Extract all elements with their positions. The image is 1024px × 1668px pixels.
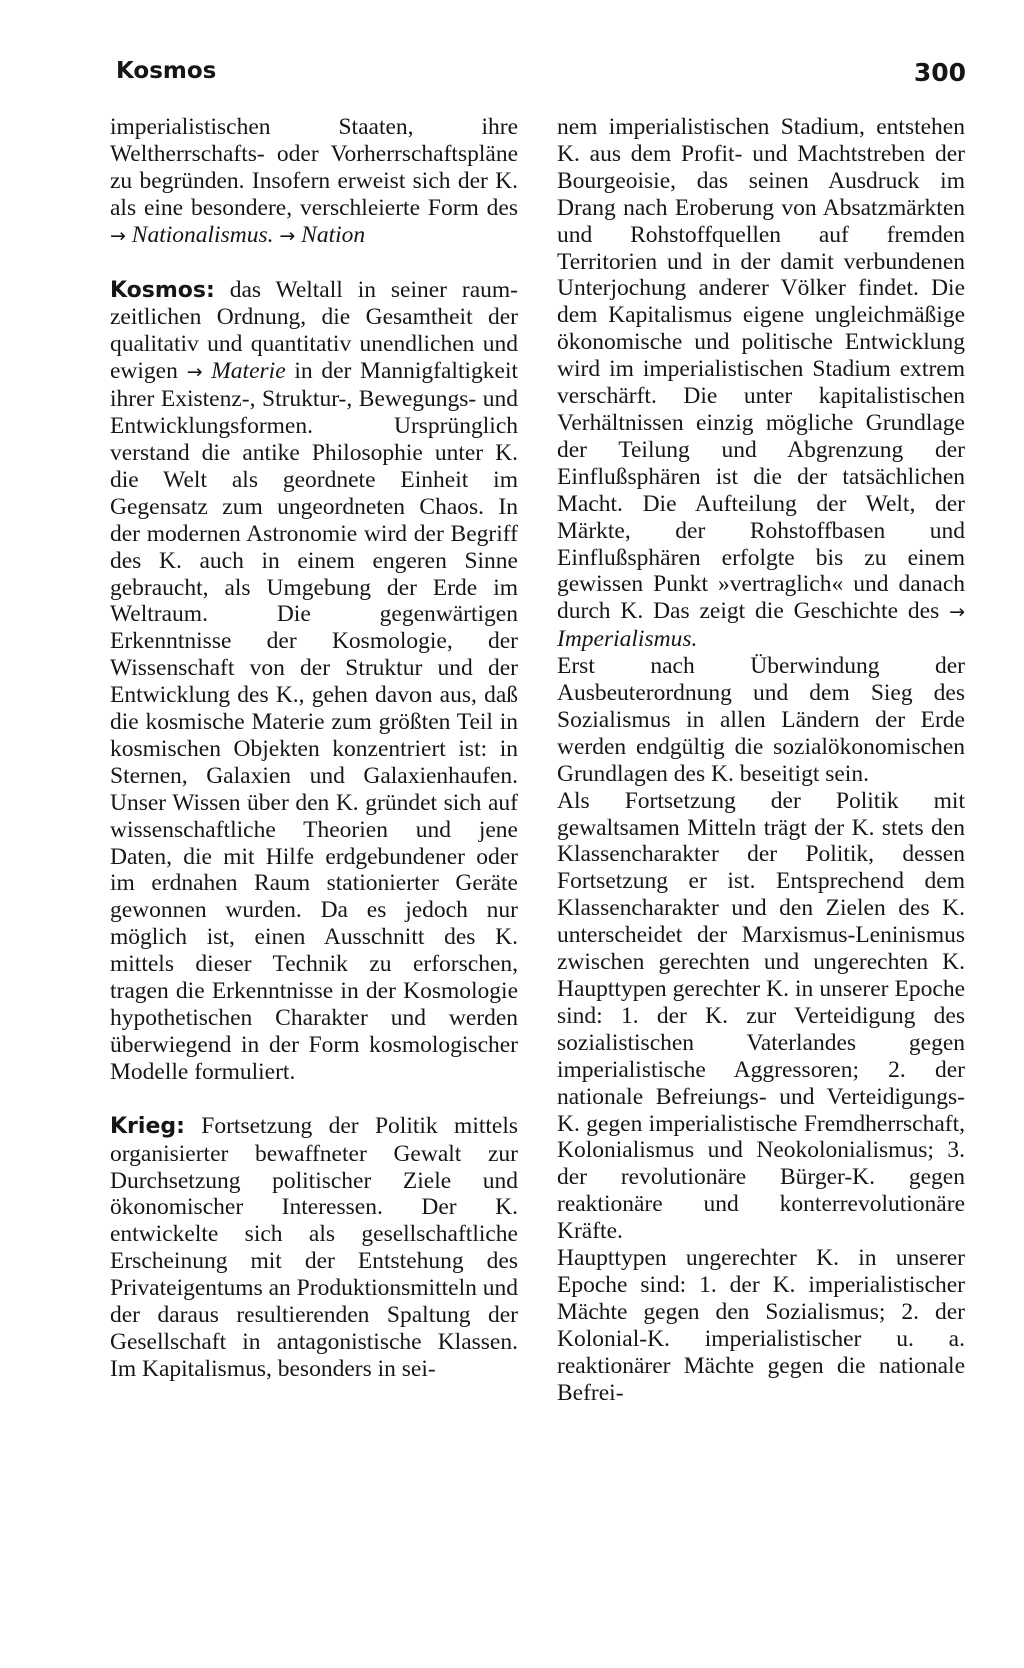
- entry-term-krieg: Krieg:: [110, 1113, 185, 1139]
- cross-reference-arrow-icon: →: [186, 361, 203, 384]
- left-column: [110, 114, 518, 1383]
- entry-term-kosmos: Kosmos:: [110, 277, 215, 303]
- running-head: Kosmos: [116, 58, 217, 84]
- cross-reference-arrow-icon: →: [949, 601, 966, 624]
- cross-reference-nationalismus: Nationalismus.: [131, 221, 274, 248]
- cross-reference-materie: Materie: [211, 358, 286, 385]
- continued-entry: [110, 114, 518, 250]
- paragraph-ueberwindung: Erst nach Überwindung der Ausbeuterordnung und dem Sieg des Sozialismus in allen Ländern der Erde werden endgültig die sozialökonomischen Grundlagen des K. beseitigt sein.: [557, 653, 965, 787]
- paragraph-klassencharakter: Als Fortsetzung der Politik mit gewaltsamen Mitteln trägt der K. stets den Klassencharakter der Politik, dessen Fortsetzung er ist. Entsprechend dem Klassencharakter und den Zielen des K. unterscheidet der Marxismus-Leninismus zwischen gerechten und ungerechten K. Haupttypen gerechter K. in unserer Epoche sind: 1. der K. zur Verteidigung des sozialistischen Vaterlandes gegen imperialistische Aggressoren; 2. der nationale Befreiungs- und Verteidigungs-K. gegen imperialistische Fremdherrschaft, Kolonialismus und Neokolonialismus; 3. der revolutionäre Bürger-K. gegen reaktionäre und konterrevolutionäre Kräfte.: [557, 787, 965, 1245]
- entry-text-kosmos-1: das Weltall in seiner raum-zeitlichen Ordnung, die Gesamtheit der qualitativ und quantitativ unendlichen und ewigen: [110, 276, 518, 385]
- continued-text: imperialistischen Staaten, ihre Weltherrschafts- oder Vorherrschaftspläne zu begründen. Insofern erweist sich der K. als eine besondere, verschleierte Form des: [110, 114, 518, 221]
- entry-kosmos: [110, 277, 518, 1086]
- entry-krieg: [110, 1113, 518, 1383]
- cross-reference-arrow-icon: →: [279, 224, 296, 247]
- cross-reference-imperialismus: Imperialismus.: [557, 626, 698, 653]
- cross-reference-arrow-icon: →: [110, 224, 126, 247]
- right-column: [557, 114, 965, 1407]
- cross-reference-nation: Nation: [301, 221, 366, 248]
- page-number: 300: [913, 58, 966, 87]
- paragraph-text: nem imperialistischen Stadium, entstehen K. aus dem Profit- und Machtstreben der Bourgeoisie, das seinen Ausdruck im Drang nach Eroberung von Absatzmärkten und Rohstoffquellen auf fremden Territorien und in der damit verbundenen Unterjochung anderer Völker findet. Die dem Kapitalismus eigene ungleichmäßige ökonomische und politische Entwicklung wird im imperialistischen Stadium extrem verschärft. Die unter kapitalistischen Verhältnissen einzig mögliche Grundlage der Teilung und Abgrenzung der Einflußsphären ist die der tatsächlichen Macht. Die Aufteilung der Welt, der Märkte, der Rohstoffbasen und Einflußsphären erfolgte bis zu einem gewissen Punkt »vertraglich« und danach durch K. Das zeigt die Geschichte des: [557, 114, 965, 625]
- entry-text-kosmos-2: in der Mannigfaltigkeit ihrer Existenz-, Struktur-, Bewegungs- und Entwicklungsformen. Ursprünglich verstand die antike Philosophie unter K. die Welt als geordnete Einheit im Gegensatz zum ungeordneten Chaos. In der modernen Astronomie wird der Begriff des K. auch in einem engeren Sinne gebraucht, als Umgebung der Erde im Weltraum. Die gegenwärtigen Erkenntnisse der Kosmologie, der Wissenschaft von der Struktur und der Entwicklung des K., gehen davon aus, daß die kosmische Materie zum größten Teil in kosmischen Objekten konzentriert ist: in Sternen, Galaxien und Galaxienhaufen. Unser Wissen über den K. gründet sich auf wissenschaftliche Theorien und jene Daten, die mit Hilfe erdgebundener oder im erdnahen Raum stationierter Geräte gewonnen wurden. Da es jedoch nur möglich ist, einen Ausschnitt des K. mittels dieser Technik zu erforschen, tragen die Erkenntnisse in der Kosmologie hypothetischen Charakter und werden überwiegend in der Form kosmologischer Modelle formuliert.: [110, 358, 518, 1085]
- paragraph-ungerechte-kriege: Haupttypen ungerechter K. in unserer Epoche sind: 1. der K. imperialistischer Mächte gegen den Sozialismus; 2. der Kolonial-K. imperialistischer u. a. reaktionärer Mächte gegen die nationale Befrei-: [557, 1245, 965, 1406]
- entry-text-krieg: Fortsetzung der Politik mittels organisierter bewaffneter Gewalt zur Durchsetzung politischer Ziele und ökonomischer Interessen. Der K. entwickelte sich als gesellschaftliche Erscheinung mit der Entstehung des Privateigentums an Produktionsmitteln und der daraus resultierenden Spaltung der Gesellschaft in antagonistische Klassen. Im Kapitalismus, besonders in sei-: [110, 1112, 519, 1382]
- paragraph-krieg-continued: [557, 114, 965, 653]
